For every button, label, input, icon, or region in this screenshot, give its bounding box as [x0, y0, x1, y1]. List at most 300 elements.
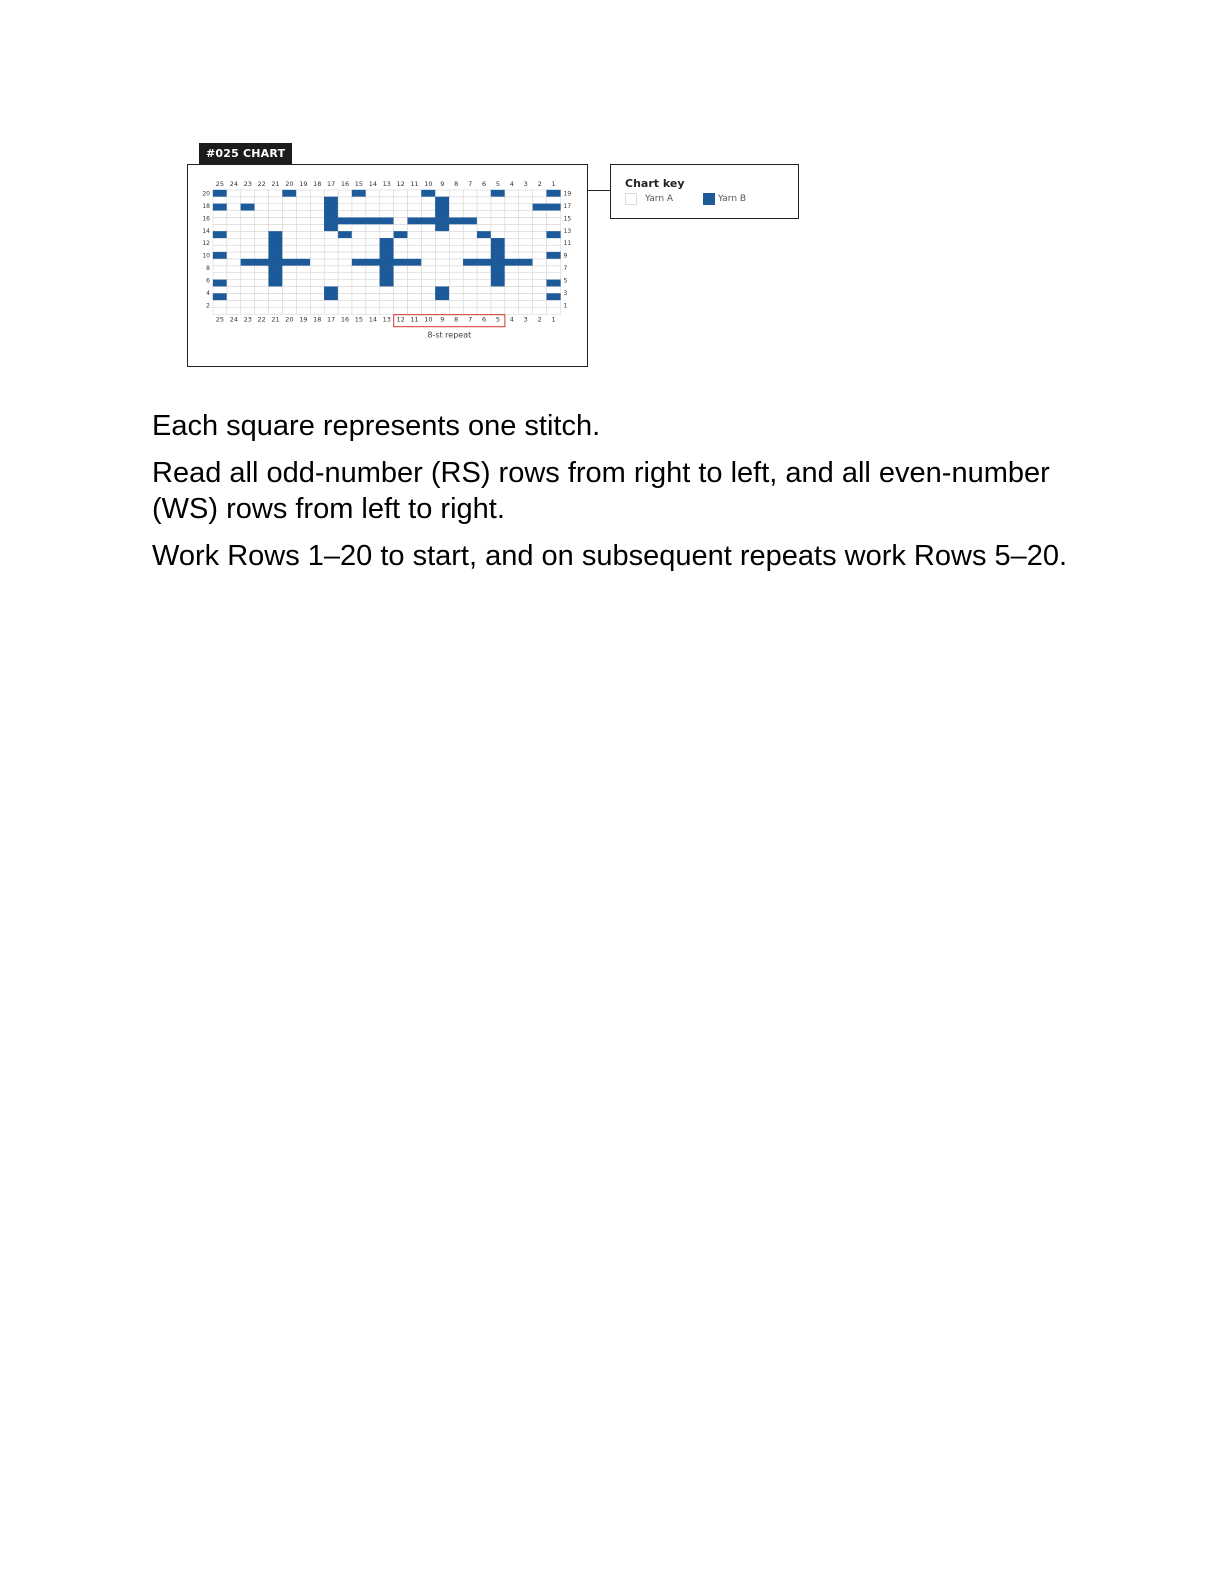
yarn-a-stitch [463, 238, 477, 245]
yarn-b-stitch [491, 252, 505, 259]
yarn-a-stitch [380, 211, 394, 218]
yarn-a-stitch [352, 300, 366, 307]
yarn-b-stitch [269, 266, 283, 273]
column-number-bottom: 9 [440, 315, 445, 324]
yarn-a-stitch [283, 266, 297, 273]
yarn-a-stitch [519, 287, 533, 294]
yarn-a-stitch [255, 280, 269, 287]
yarn-a-stitch [435, 280, 449, 287]
yarn-a-stitch [366, 294, 380, 301]
yarn-b-stitch [449, 218, 463, 225]
column-number-bottom: 25 [215, 315, 225, 324]
yarn-b-stitch [380, 280, 394, 287]
yarn-a-stitch [435, 252, 449, 259]
yarn-b-stitch [491, 245, 505, 252]
yarn-a-stitch [366, 238, 380, 245]
yarn-a-stitch [408, 211, 422, 218]
yarn-a-stitch [533, 190, 547, 197]
yarn-a-stitch [533, 231, 547, 238]
yarn-a-stitch [296, 225, 310, 232]
yarn-a-stitch [533, 197, 547, 204]
yarn-a-stitch [491, 204, 505, 211]
yarn-a-stitch [533, 245, 547, 252]
yarn-a-stitch [463, 273, 477, 280]
yarn-a-stitch [394, 225, 408, 232]
yarn-a-stitch [241, 300, 255, 307]
yarn-a-stitch [338, 225, 352, 232]
yarn-a-stitch [477, 225, 491, 232]
yarn-a-stitch [449, 294, 463, 301]
yarn-a-stitch [449, 245, 463, 252]
yarn-a-stitch [338, 190, 352, 197]
yarn-a-stitch [255, 266, 269, 273]
yarn-b-stitch [338, 218, 352, 225]
yarn-b-stitch [435, 211, 449, 218]
yarn-a-stitch [338, 252, 352, 259]
yarn-a-stitch [505, 266, 519, 273]
yarn-a-stitch [213, 211, 227, 218]
yarn-a-stitch [310, 252, 324, 259]
yarn-a-stitch [505, 273, 519, 280]
yarn-a-stitch [241, 294, 255, 301]
yarn-b-stitch [477, 231, 491, 238]
yarn-a-stitch [283, 245, 297, 252]
chart-grid [188, 165, 587, 366]
yarn-a-stitch [422, 287, 436, 294]
yarn-a-stitch [477, 238, 491, 245]
yarn-b-stitch [269, 245, 283, 252]
yarn-a-stitch [296, 300, 310, 307]
yarn-a-stitch [435, 190, 449, 197]
yarn-b-stitch [269, 238, 283, 245]
column-number-bottom: 19 [299, 315, 308, 324]
yarn-a-stitch [296, 204, 310, 211]
yarn-a-stitch [449, 225, 463, 232]
yarn-a-stitch [227, 300, 241, 307]
yarn-a-stitch [310, 266, 324, 273]
yarn-b-stitch [491, 190, 505, 197]
yarn-a-stitch [366, 190, 380, 197]
yarn-a-stitch [408, 252, 422, 259]
yarn-a-stitch [227, 238, 241, 245]
yarn-a-stitch [394, 300, 408, 307]
yarn-a-stitch [352, 280, 366, 287]
yarn-a-stitch [519, 280, 533, 287]
yarn-b-stitch [324, 287, 338, 294]
yarn-a-stitch [338, 300, 352, 307]
yarn-b-stitch [213, 252, 227, 259]
yarn-a-stitch [227, 245, 241, 252]
yarn-a-stitch [269, 211, 283, 218]
yarn-a-stitch [408, 307, 422, 314]
yarn-a-stitch [505, 197, 519, 204]
yarn-b-stitch [283, 190, 297, 197]
yarn-a-stitch [422, 300, 436, 307]
key-connector-line [588, 190, 610, 191]
yarn-a-stitch [477, 252, 491, 259]
yarn-a-stitch [533, 273, 547, 280]
yarn-a-stitch [310, 231, 324, 238]
yarn-a-stitch [422, 211, 436, 218]
yarn-a-stitch [449, 211, 463, 218]
yarn-b-stitch [352, 259, 366, 266]
yarn-a-stitch [408, 273, 422, 280]
yarn-a-stitch [255, 294, 269, 301]
yarn-a-stitch [422, 231, 436, 238]
yarn-a-stitch [408, 294, 422, 301]
yarn-a-stitch [533, 266, 547, 273]
repeat-label: 8-st repeat [427, 330, 472, 340]
yarn-a-stitch [241, 245, 255, 252]
yarn-a-stitch [380, 197, 394, 204]
yarn-b-stitch [352, 190, 366, 197]
yarn-b-stitch [352, 218, 366, 225]
yarn-a-stitch [505, 287, 519, 294]
instruction-stitch-square: Each square represents one stitch. [152, 410, 601, 442]
yarn-a-stitch [352, 238, 366, 245]
column-number-bottom: 2 [537, 315, 542, 324]
yarn-b-stitch [519, 259, 533, 266]
yarn-b-stitch [213, 294, 227, 301]
yarn-b-stitch [422, 190, 436, 197]
row-number-left: 18 [202, 202, 210, 210]
column-number-bottom: 16 [340, 315, 350, 324]
yarn-a-stitch [241, 211, 255, 218]
yarn-a-stitch [352, 294, 366, 301]
column-number-bottom: 5 [495, 315, 501, 324]
yarn-a-stitch [477, 211, 491, 218]
yarn-a-stitch [227, 252, 241, 259]
yarn-a-stitch [435, 273, 449, 280]
yarn-b-stitch [324, 197, 338, 204]
column-number-bottom: 15 [354, 315, 364, 324]
column-number-bottom: 17 [327, 315, 336, 324]
yarn-a-stitch [394, 266, 408, 273]
yarn-b-stitch [547, 231, 561, 238]
yarn-a-stitch [255, 211, 269, 218]
yarn-a-stitch [352, 245, 366, 252]
column-number-bottom: 22 [257, 315, 266, 324]
yarn-a-stitch [283, 231, 297, 238]
yarn-a-stitch [408, 300, 422, 307]
colorwork-chart [187, 164, 588, 367]
yarn-a-stitch [463, 252, 477, 259]
yarn-a-stitch [227, 211, 241, 218]
yarn-a-stitch [505, 231, 519, 238]
yarn-a-stitch [283, 300, 297, 307]
yarn-a-stitch [227, 266, 241, 273]
yarn-a-stitch [310, 287, 324, 294]
yarn-b-stitch [547, 204, 561, 211]
yarn-a-stitch [505, 238, 519, 245]
yarn-a-stitch [394, 294, 408, 301]
yarn-b-stitch [547, 190, 561, 197]
yarn-a-stitch [449, 259, 463, 266]
yarn-a-stitch [338, 245, 352, 252]
row-number-left: 12 [202, 240, 210, 248]
yarn-a-stitch [366, 266, 380, 273]
yarn-a-stitch [477, 204, 491, 211]
yarn-b-stitch [324, 294, 338, 301]
yarn-a-stitch [366, 287, 380, 294]
row-number-left: 16 [202, 215, 210, 223]
yarn-a-stitch [213, 307, 227, 314]
yarn-a-stitch [449, 287, 463, 294]
column-number-top: 21 [271, 180, 280, 188]
yarn-a-stitch [533, 294, 547, 301]
yarn-b-stitch [435, 204, 449, 211]
yarn-a-stitch [463, 204, 477, 211]
column-number-top: 4 [509, 180, 514, 188]
yarn-a-stitch [324, 266, 338, 273]
column-number-top: 10 [424, 180, 433, 188]
column-number-top: 1 [551, 180, 556, 188]
yarn-b-stitch [269, 280, 283, 287]
yarn-a-stitch [477, 197, 491, 204]
yarn-a-swatch [625, 193, 637, 205]
column-number-bottom: 23 [243, 315, 252, 324]
row-number-left: 8 [206, 265, 210, 273]
yarn-a-stitch [352, 266, 366, 273]
yarn-a-stitch [463, 307, 477, 314]
yarn-a-stitch [352, 231, 366, 238]
yarn-b-stitch [435, 294, 449, 301]
yarn-a-stitch [408, 190, 422, 197]
yarn-a-stitch [324, 280, 338, 287]
yarn-b-stitch [477, 259, 491, 266]
yarn-a-stitch [352, 211, 366, 218]
yarn-a-stitch [227, 190, 241, 197]
yarn-b-swatch [703, 193, 715, 205]
yarn-b-stitch [408, 259, 422, 266]
yarn-b-stitch [269, 259, 283, 266]
yarn-a-stitch [463, 280, 477, 287]
yarn-a-stitch [533, 287, 547, 294]
yarn-a-stitch [463, 231, 477, 238]
column-number-top: 23 [243, 180, 252, 188]
yarn-b-stitch [366, 218, 380, 225]
chart-key [610, 164, 799, 219]
yarn-a-stitch [366, 231, 380, 238]
yarn-a-stitch [213, 197, 227, 204]
yarn-b-stitch [491, 266, 505, 273]
yarn-a-stitch [296, 245, 310, 252]
yarn-b-stitch [380, 259, 394, 266]
yarn-a-stitch [519, 190, 533, 197]
yarn-b-stitch [380, 273, 394, 280]
yarn-a-stitch [269, 218, 283, 225]
yarn-a-stitch [310, 280, 324, 287]
yarn-a-stitch [435, 231, 449, 238]
yarn-a-stitch [491, 231, 505, 238]
yarn-a-stitch [241, 252, 255, 259]
yarn-a-stitch [394, 307, 408, 314]
yarn-a-stitch [408, 231, 422, 238]
yarn-a-stitch [519, 266, 533, 273]
yarn-a-stitch [394, 204, 408, 211]
column-number-bottom: 6 [481, 315, 487, 324]
column-number-top: 16 [340, 180, 350, 188]
yarn-a-stitch [255, 287, 269, 294]
yarn-a-stitch [255, 190, 269, 197]
yarn-a-stitch [213, 273, 227, 280]
yarn-a-stitch [324, 300, 338, 307]
yarn-a-stitch [449, 204, 463, 211]
yarn-a-stitch [338, 259, 352, 266]
column-number-top: 3 [523, 180, 528, 188]
yarn-a-stitch [338, 273, 352, 280]
yarn-b-stitch [408, 218, 422, 225]
yarn-a-stitch [394, 197, 408, 204]
yarn-a-stitch [255, 307, 269, 314]
yarn-a-stitch [477, 190, 491, 197]
yarn-a-stitch [241, 218, 255, 225]
yarn-a-stitch [477, 266, 491, 273]
yarn-a-stitch [547, 266, 561, 273]
yarn-a-stitch [227, 231, 241, 238]
yarn-a-stitch [463, 190, 477, 197]
yarn-a-stitch [324, 273, 338, 280]
yarn-a-stitch [310, 238, 324, 245]
yarn-a-stitch [366, 300, 380, 307]
yarn-a-stitch [213, 300, 227, 307]
column-number-top: 22 [257, 180, 266, 188]
yarn-b-stitch [491, 273, 505, 280]
yarn-a-stitch [422, 280, 436, 287]
yarn-a-stitch [505, 300, 519, 307]
yarn-a-stitch [283, 273, 297, 280]
yarn-a-stitch [227, 218, 241, 225]
yarn-a-stitch [519, 294, 533, 301]
yarn-a-stitch [422, 197, 436, 204]
yarn-a-stitch [380, 300, 394, 307]
yarn-a-stitch [463, 245, 477, 252]
yarn-a-stitch [505, 307, 519, 314]
yarn-b-stitch [213, 190, 227, 197]
yarn-a-stitch [296, 294, 310, 301]
yarn-b-stitch [547, 252, 561, 259]
yarn-b-stitch [213, 204, 227, 211]
yarn-a-stitch [296, 211, 310, 218]
yarn-a-stitch [547, 245, 561, 252]
yarn-a-stitch [505, 190, 519, 197]
yarn-a-stitch [519, 238, 533, 245]
yarn-a-stitch [352, 307, 366, 314]
row-number-right: 7 [563, 265, 568, 273]
yarn-a-stitch [477, 280, 491, 287]
yarn-a-stitch [352, 225, 366, 232]
yarn-a-stitch [408, 287, 422, 294]
yarn-a-stitch [366, 245, 380, 252]
yarn-b-stitch [380, 238, 394, 245]
yarn-a-stitch [394, 245, 408, 252]
yarn-a-stitch [380, 190, 394, 197]
column-number-top: 20 [285, 180, 294, 188]
yarn-a-stitch [227, 273, 241, 280]
yarn-a-stitch [547, 300, 561, 307]
yarn-a-stitch [255, 204, 269, 211]
yarn-a-stitch [296, 252, 310, 259]
column-number-top: 7 [468, 180, 473, 188]
yarn-b-stitch [435, 197, 449, 204]
yarn-a-stitch [283, 280, 297, 287]
yarn-a-stitch [241, 197, 255, 204]
yarn-a-stitch [255, 197, 269, 204]
yarn-a-stitch [547, 218, 561, 225]
yarn-a-stitch [449, 280, 463, 287]
yarn-a-stitch [533, 300, 547, 307]
yarn-a-stitch [213, 218, 227, 225]
yarn-a-stitch [283, 218, 297, 225]
yarn-a-stitch [338, 266, 352, 273]
yarn-a-stitch [324, 245, 338, 252]
yarn-a-stitch [296, 231, 310, 238]
yarn-a-stitch [338, 238, 352, 245]
yarn-a-stitch [463, 266, 477, 273]
yarn-a-stitch [477, 300, 491, 307]
yarn-a-stitch [310, 197, 324, 204]
yarn-a-stitch [519, 211, 533, 218]
yarn-a-stitch [491, 300, 505, 307]
yarn-b-stitch [213, 280, 227, 287]
yarn-a-stitch [422, 245, 436, 252]
yarn-a-stitch [241, 238, 255, 245]
yarn-a-stitch [366, 252, 380, 259]
yarn-b-stitch [547, 280, 561, 287]
yarn-b-stitch [269, 231, 283, 238]
yarn-a-stitch [241, 266, 255, 273]
yarn-b-stitch [366, 259, 380, 266]
yarn-a-stitch [213, 225, 227, 232]
column-number-top: 15 [354, 180, 364, 188]
yarn-a-stitch [394, 280, 408, 287]
yarn-a-stitch [366, 280, 380, 287]
yarn-a-stitch [519, 300, 533, 307]
yarn-a-stitch [533, 218, 547, 225]
yarn-a-stitch [296, 218, 310, 225]
yarn-a-stitch [435, 300, 449, 307]
yarn-a-stitch [519, 231, 533, 238]
yarn-b-stitch [296, 259, 310, 266]
yarn-a-stitch [269, 287, 283, 294]
yarn-b-stitch [380, 252, 394, 259]
yarn-b-stitch [283, 259, 297, 266]
yarn-b-stitch [241, 259, 255, 266]
yarn-a-stitch [477, 307, 491, 314]
yarn-a-stitch [255, 245, 269, 252]
yarn-a-stitch [269, 307, 283, 314]
row-number-left: 4 [206, 289, 210, 297]
yarn-a-stitch [324, 252, 338, 259]
yarn-a-stitch [296, 273, 310, 280]
yarn-b-stitch [269, 273, 283, 280]
yarn-a-stitch [352, 252, 366, 259]
yarn-b-stitch [463, 218, 477, 225]
yarn-a-stitch [338, 307, 352, 314]
yarn-a-stitch [241, 280, 255, 287]
row-number-right: 19 [563, 190, 572, 198]
yarn-a-stitch [547, 273, 561, 280]
yarn-a-stitch [380, 294, 394, 301]
yarn-a-stitch [255, 238, 269, 245]
yarn-a-stitch [352, 204, 366, 211]
yarn-b-label: Yarn B [718, 194, 747, 204]
yarn-a-stitch [227, 204, 241, 211]
yarn-a-stitch [324, 238, 338, 245]
column-number-top: 9 [440, 180, 445, 188]
chart-title: #025 CHART [199, 143, 292, 165]
yarn-a-stitch [241, 307, 255, 314]
